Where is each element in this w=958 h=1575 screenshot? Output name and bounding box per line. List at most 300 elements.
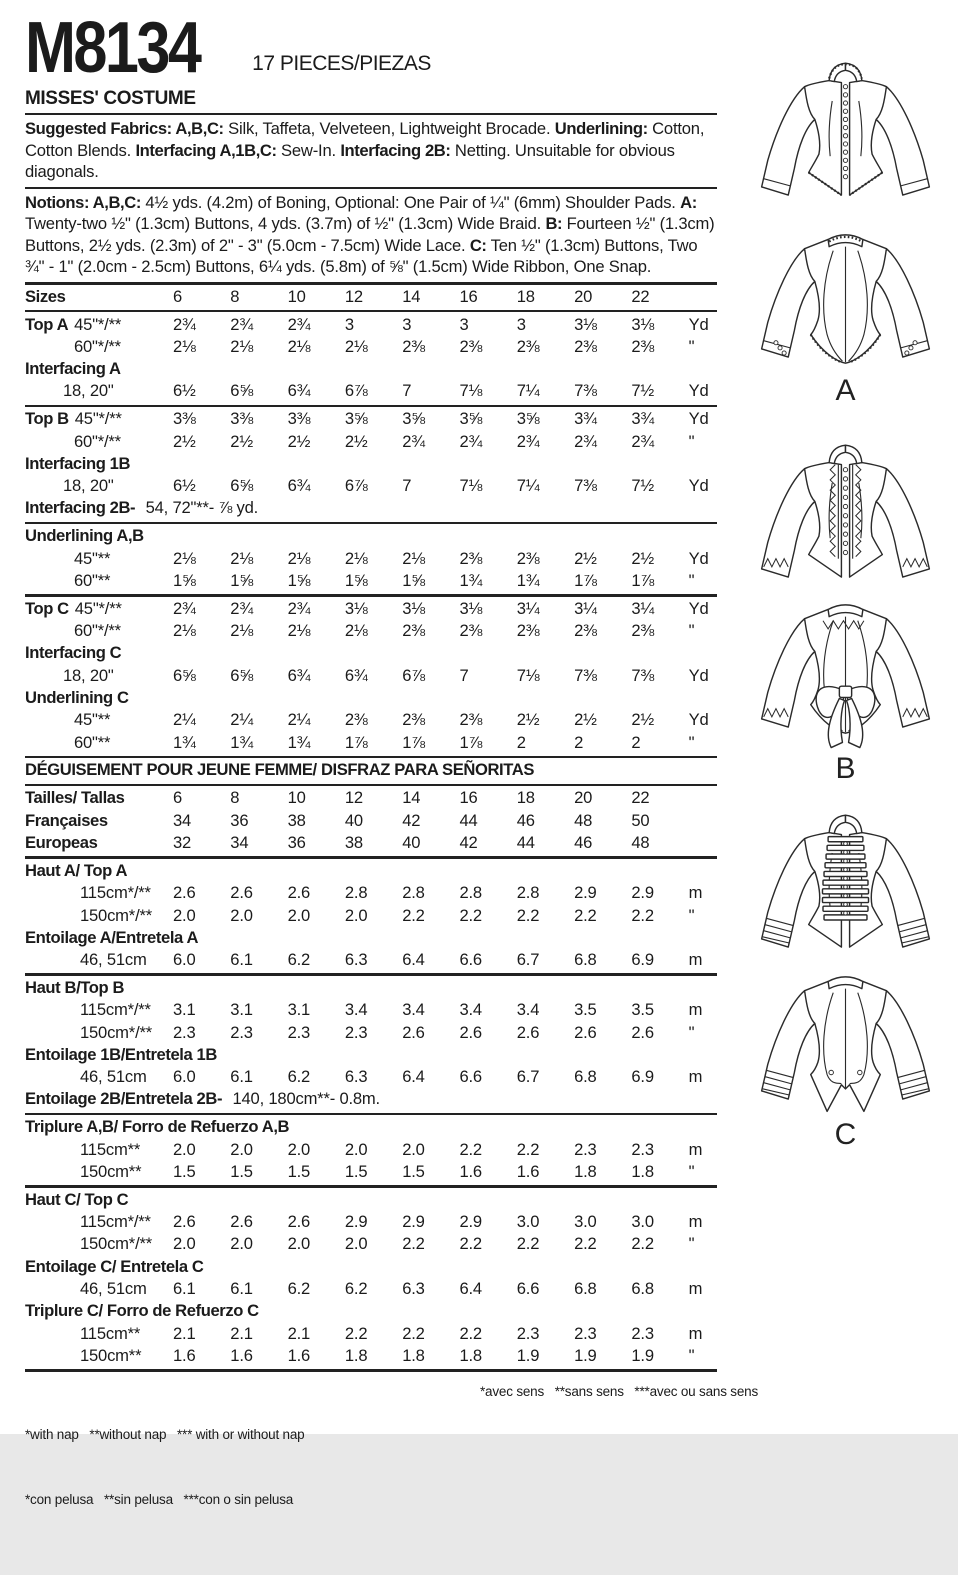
yardage-cell: 3.4 <box>344 1000 368 1020</box>
row-label: Entoilage A/Entretela A <box>25 927 199 947</box>
table-row <box>25 832 717 854</box>
yardage-cell: 1¾ <box>459 571 483 591</box>
yardage-cell: 2.6 <box>402 1022 425 1042</box>
yardage-cell: 2.6 <box>287 1212 311 1232</box>
yardage-cell: 3⅝ <box>459 409 483 429</box>
yardage-cell: 2.8 <box>516 883 540 903</box>
yardage-cell: 3¼ <box>574 598 597 618</box>
yardage-cell: 2 <box>631 732 641 752</box>
unit-cell: Yd <box>688 314 709 334</box>
yardage-cell: 2¼ <box>287 710 311 730</box>
yardage-cell: 1.6 <box>287 1345 311 1365</box>
unit-cell: " <box>688 1234 695 1254</box>
table-row <box>25 548 717 570</box>
yardage-cell: 6⅝ <box>230 476 253 496</box>
yardage-cell: 6⅝ <box>230 665 253 685</box>
table-row <box>25 732 717 754</box>
yardage-cell: 6⅝ <box>173 665 196 685</box>
yardage-cell: 2⅛ <box>287 621 311 641</box>
unit-cell: Yd <box>688 665 709 685</box>
yardage-cell: 2.1 <box>287 1323 311 1343</box>
yardage-cell: 2.6 <box>230 1212 253 1232</box>
yardage-cell: 1.9 <box>516 1345 540 1365</box>
table-row <box>25 1066 717 1088</box>
yardage-cell: 2.0 <box>344 1234 368 1254</box>
view-a-front-illustration <box>733 56 958 220</box>
yardage-cell: 1¾ <box>173 732 196 752</box>
unit-cell: m <box>688 1139 703 1159</box>
yardage-cell: 44 <box>516 833 535 853</box>
yardage-cell: 2¾ <box>459 431 483 451</box>
yardage-cell: 2.6 <box>173 1212 196 1232</box>
view-c-label: C <box>834 1118 857 1151</box>
yardage-cell: 2.6 <box>287 883 311 903</box>
yardage-cell: 48 <box>574 810 593 830</box>
yardage-cell: 6.9 <box>631 950 654 970</box>
row-label: 115cm** <box>80 1139 141 1159</box>
yardage-cell: 3⅜ <box>230 409 253 429</box>
table-row <box>25 1189 717 1211</box>
yardage-cell: 2.0 <box>287 1139 311 1159</box>
view-a-label: A <box>835 374 856 407</box>
yardage-cell: 1⅞ <box>344 732 368 752</box>
table-row <box>25 927 717 949</box>
yardage-cell: 6.7 <box>516 950 540 970</box>
yardage-cell: 2.6 <box>516 1022 540 1042</box>
yardage-cell: 6⅞ <box>344 476 368 496</box>
yardage-cell: 38 <box>344 833 363 853</box>
table-row <box>25 810 717 832</box>
yardage-cell: 3.0 <box>516 1212 540 1232</box>
yardage-cell: 3⅛ <box>574 314 597 334</box>
row-label: Interfacing 2B- 54, 72"**- ⅞ yd. <box>25 498 259 518</box>
yardage-cell: 12 <box>344 286 363 306</box>
yardage-cell: 6.1 <box>230 1279 253 1299</box>
yardage-cell: 2.2 <box>459 1139 482 1159</box>
yardage-cell: 50 <box>631 810 650 830</box>
garment-illustrations <box>733 0 958 1434</box>
yardage-cell: 2½ <box>230 431 253 451</box>
row-label: Haut C/ Top C <box>25 1189 129 1209</box>
divider <box>25 1185 717 1188</box>
yardage-cell: 2.6 <box>459 1022 482 1042</box>
yardage-cell: 7⅛ <box>516 665 540 685</box>
divider <box>25 1113 717 1116</box>
yardage-cell: 2.2 <box>631 905 654 925</box>
unit-cell: " <box>688 621 695 641</box>
yardage-cell: 6.4 <box>459 1279 482 1299</box>
yardage-cell: 2.0 <box>344 905 368 925</box>
yardage-cell: 2½ <box>344 431 368 451</box>
yardage-cell: 2.3 <box>574 1323 597 1343</box>
yardage-cell: 1.6 <box>459 1162 482 1181</box>
yardage-cell: 2¾ <box>516 431 540 451</box>
table-row <box>25 1161 717 1183</box>
yardage-cell: 1.8 <box>344 1345 368 1365</box>
yardage-cell: 3 <box>516 314 526 334</box>
divider <box>25 784 717 787</box>
yardage-cell: 6.3 <box>344 950 368 970</box>
yardage-cell: 18 <box>516 286 535 306</box>
yardage-cell: 6 <box>173 286 183 306</box>
unit-cell: " <box>688 336 695 356</box>
yardage-cell: 2.6 <box>173 883 196 903</box>
yardage-cell: 2.2 <box>574 905 597 925</box>
yardage-cell: 2⅛ <box>173 548 196 568</box>
footnote-french: *avec sens **sans sens ***avec ou sans sens <box>480 1384 759 1399</box>
yardage-cell: 6.2 <box>287 1067 311 1087</box>
yardage-cell: 3¾ <box>631 409 655 429</box>
row-label: DÉGUISEMENT POUR JEUNE FEMME/ DISFRAZ PARA SEÑORITAS <box>25 760 535 780</box>
row-label: 60"*/** <box>74 431 121 451</box>
yardage-cell: 2.3 <box>287 1022 311 1042</box>
row-label: Underlining C <box>25 687 129 707</box>
row-label: 60"** <box>74 571 111 591</box>
unit-cell: m <box>688 1000 703 1020</box>
unit-cell: " <box>688 905 695 925</box>
divider <box>25 756 717 759</box>
yardage-cell: 1⅞ <box>631 571 655 591</box>
yardage-cell: 2 <box>516 732 526 752</box>
table-row <box>25 453 717 475</box>
yardage-cell: 2.0 <box>287 1234 311 1254</box>
yardage-cell: 40 <box>344 810 363 830</box>
yardage-cell: 2.0 <box>173 1139 196 1159</box>
row-label: 115cm*/** <box>80 1000 151 1020</box>
table-row <box>25 1044 717 1066</box>
yardage-cell: 46 <box>574 833 593 853</box>
row-label: Top A 45"*/** <box>25 314 122 334</box>
yardage-cell: 2½ <box>574 548 597 568</box>
yardage-cell: 20 <box>574 286 593 306</box>
row-label: 18, 20" <box>63 476 114 496</box>
yardage-cell: 2.8 <box>402 883 425 903</box>
yardage-cell: 2⅛ <box>287 336 311 356</box>
yardage-cell: 2⅜ <box>516 336 540 356</box>
yardage-cell: 3.5 <box>631 1000 654 1020</box>
table-row <box>25 709 717 731</box>
yardage-cell: 7½ <box>631 381 655 401</box>
yardage-cell: 2.9 <box>631 883 654 903</box>
view-c-front-illustration <box>733 808 958 972</box>
yardage-cell: 7⅛ <box>459 381 483 401</box>
yardage-cell: 2.2 <box>459 905 482 925</box>
footnote-spanish: *con pelusa **sin pelusa ***con o sin pelusa <box>25 1491 294 1507</box>
yardage-cell: 6.1 <box>173 1279 196 1299</box>
yardage-cell: 2⅛ <box>344 336 368 356</box>
yardage-cell: 2⅜ <box>402 710 425 730</box>
yardage-cell: 2⅜ <box>574 336 597 356</box>
yardage-cell: 16 <box>459 788 478 808</box>
yardage-cell: 6.7 <box>516 1067 540 1087</box>
unit-cell: Yd <box>688 381 709 401</box>
unit-cell: " <box>688 1345 695 1365</box>
yardage-cell: 2.6 <box>631 1022 654 1042</box>
yardage-cell: 2.2 <box>574 1234 597 1254</box>
yardage-cell: 2.2 <box>402 1323 425 1343</box>
yardage-cell: 2¾ <box>230 314 253 334</box>
yardage-cell: 1⅝ <box>344 571 368 591</box>
yardage-cell: 2⅛ <box>344 621 368 641</box>
divider <box>25 405 717 408</box>
yardage-cell: 3⅝ <box>516 409 540 429</box>
yardage-cell: 3.0 <box>631 1212 654 1232</box>
yardage-cell: 3⅜ <box>173 409 196 429</box>
table-row <box>25 598 717 620</box>
yardage-cell: 2.9 <box>402 1212 425 1232</box>
yardage-cell: 6¾ <box>287 381 311 401</box>
divider <box>25 187 717 189</box>
buttons-front-b <box>843 468 847 555</box>
yardage-cell: 3⅛ <box>631 314 655 334</box>
yardage-cell: 2⅛ <box>173 336 196 356</box>
yardage-cell: 3 <box>459 314 469 334</box>
yardage-cell: 2.9 <box>344 1212 368 1232</box>
yardage-cell: 1.8 <box>402 1345 425 1365</box>
row-label: Europeas <box>25 833 98 853</box>
table-row <box>25 904 717 926</box>
yardage-cell: 2 <box>574 732 584 752</box>
yardage-cell: 10 <box>287 286 306 306</box>
yardage-cell: 3.4 <box>402 1000 425 1020</box>
unit-cell: m <box>688 883 703 903</box>
yardage-cell: 3.0 <box>574 1212 597 1232</box>
yardage-cell: 7 <box>459 665 469 685</box>
yardage-cell: 2.3 <box>631 1323 654 1343</box>
yardage-cell: 1⅞ <box>459 732 483 752</box>
yardage-cell: 6¾ <box>344 665 368 685</box>
yardage-cell: 2⅜ <box>631 336 655 356</box>
table-row <box>25 999 717 1021</box>
row-label: 150cm*/** <box>80 1234 152 1254</box>
yardage-cell: 2⅜ <box>402 336 425 356</box>
row-label: Entoilage 1B/Entretela 1B <box>25 1044 217 1064</box>
yardage-cell: 2½ <box>173 431 196 451</box>
yardage-cell: 2¾ <box>230 598 253 618</box>
yardage-cell: 2⅛ <box>230 336 253 356</box>
yardage-cell: 1¾ <box>287 732 311 752</box>
yardage-cell: 3¾ <box>574 409 597 429</box>
row-label: Interfacing 1B <box>25 453 131 473</box>
row-label: 45"** <box>74 710 111 730</box>
yardage-cell: 6.8 <box>574 1279 597 1299</box>
table-row <box>25 570 717 592</box>
yardage-cell: 3 <box>344 314 354 334</box>
yardage-cell: 2¼ <box>230 710 253 730</box>
divider <box>25 1369 717 1372</box>
yardage-cell: 8 <box>230 286 240 306</box>
yardage-cell: 3.1 <box>287 1000 311 1020</box>
yardage-cell: 2.0 <box>344 1139 368 1159</box>
buttons-front-a <box>843 85 847 179</box>
yardage-cell: 3⅝ <box>344 409 368 429</box>
yardage-cell: 3.1 <box>173 1000 196 1020</box>
yardage-cell: 2.2 <box>631 1234 654 1254</box>
yardage-cell: 3.4 <box>459 1000 482 1020</box>
yardage-cell: 1⅞ <box>402 732 425 752</box>
yardage-cell: 1.5 <box>402 1162 425 1181</box>
yardage-cell: 40 <box>402 833 421 853</box>
row-label: 18, 20" <box>63 381 114 401</box>
yardage-cell: 2⅜ <box>459 548 483 568</box>
row-label: Haut A/ Top A <box>25 860 128 880</box>
pattern-number: M8134 <box>25 7 200 88</box>
yardage-cell: 7⅜ <box>574 665 597 685</box>
unit-cell: Yd <box>688 409 709 429</box>
yardage-cell: 6.6 <box>459 950 482 970</box>
yardage-cell: 34 <box>230 833 249 853</box>
yardage-cell: 2⅜ <box>574 621 597 641</box>
divider <box>25 113 717 115</box>
yardage-cell: 1.5 <box>173 1162 196 1181</box>
yardage-cell: 2.9 <box>574 883 597 903</box>
yardage-cell: 2.9 <box>459 1212 482 1232</box>
yardage-cell: 1⅝ <box>402 571 425 591</box>
yardage-cell: 2.2 <box>402 1234 425 1254</box>
table-row <box>25 787 717 809</box>
yardage-panel <box>25 7 717 1373</box>
table-row <box>25 431 717 453</box>
yardage-cell: 2.6 <box>574 1022 597 1042</box>
yardage-cell: 2¾ <box>287 314 311 334</box>
yardage-cell: 2¾ <box>631 431 655 451</box>
yardage-cell: 1¾ <box>516 571 540 591</box>
yardage-cell: 7¼ <box>516 476 540 496</box>
yardage-cell: 2⅜ <box>459 336 483 356</box>
yardage-cell: 2.2 <box>516 905 540 925</box>
yardage-cell: 2⅜ <box>459 621 483 641</box>
table-row <box>25 759 717 781</box>
row-label: Interfacing A <box>25 359 121 379</box>
yardage-cell: 2½ <box>574 710 597 730</box>
yardage-cell: 3 <box>402 314 412 334</box>
row-label: Triplure C/ Forro de Refuerzo C <box>25 1301 259 1321</box>
row-label: 150cm** <box>80 1162 142 1181</box>
yardage-cell: 7 <box>402 476 412 496</box>
row-label: Françaises <box>25 810 108 830</box>
unit-cell: Yd <box>688 476 709 496</box>
table-row <box>25 1323 717 1345</box>
yardage-cell: 3⅛ <box>402 598 425 618</box>
yardage-cell: 6½ <box>173 476 196 496</box>
yardage-cell: 2.6 <box>230 883 253 903</box>
unit-cell: m <box>688 1323 703 1343</box>
table-row <box>25 1278 717 1300</box>
yardage-cell: 3.4 <box>516 1000 540 1020</box>
yardage-cell: 22 <box>631 286 650 306</box>
yardage-cell: 6.1 <box>230 950 253 970</box>
row-label: 60"*/** <box>74 336 121 356</box>
yardage-cell: 2⅛ <box>230 548 253 568</box>
yardage-cell: 2⅜ <box>344 710 368 730</box>
yardage-cell: 1.5 <box>287 1162 311 1181</box>
yardage-cell: 2.0 <box>230 905 253 925</box>
yardage-cell: 14 <box>402 286 421 306</box>
yardage-cell: 6.2 <box>344 1279 368 1299</box>
yardage-cell: 1.9 <box>631 1345 654 1365</box>
yardage-cell: 6.6 <box>516 1279 540 1299</box>
yardage-cell: 2.0 <box>402 1139 425 1159</box>
table-row <box>25 949 717 971</box>
table-row <box>25 1345 717 1367</box>
unit-cell: Yd <box>688 598 709 618</box>
table-row <box>25 620 717 642</box>
unit-cell: " <box>688 732 695 752</box>
yardage-cell: 6⅞ <box>402 665 425 685</box>
yardage-cell: 6.9 <box>631 1067 654 1087</box>
row-label: 60"*/** <box>74 621 121 641</box>
yardage-cell: 7⅜ <box>631 665 655 685</box>
unit-cell: m <box>688 1279 703 1299</box>
table-row <box>25 1211 717 1233</box>
yardage-cell: 2⅛ <box>402 548 425 568</box>
yardage-cell: 42 <box>459 833 478 853</box>
row-label: Tailles/ Tallas <box>25 788 125 808</box>
yardage-cell: 1.5 <box>230 1162 253 1181</box>
row-label: Haut B/Top B <box>25 977 125 997</box>
row-label: Triplure A,B/ Forro de Refuerzo A,B <box>25 1117 290 1137</box>
unit-cell: m <box>688 1067 703 1087</box>
yardage-cell: 3⅜ <box>287 409 311 429</box>
yardage-cell: 2⅛ <box>173 621 196 641</box>
yardage-cell: 2.0 <box>287 905 311 925</box>
yardage-cell: 12 <box>344 788 363 808</box>
yardage-cell: 6.6 <box>459 1067 482 1087</box>
yardage-cell: 2.2 <box>459 1323 482 1343</box>
yardage-cell: 1.8 <box>574 1162 597 1181</box>
yardage-cell: 6.8 <box>631 1279 654 1299</box>
yardage-cell: 8 <box>230 788 240 808</box>
table-row <box>25 1233 717 1255</box>
row-label: 60"** <box>74 732 111 752</box>
yardage-cell: 2.3 <box>173 1022 196 1042</box>
yardage-cell: 6.4 <box>402 1067 425 1087</box>
yardage-cell: 2.0 <box>173 1234 196 1254</box>
yardage-cell: 6.0 <box>173 1067 196 1087</box>
yardage-cell: 2½ <box>631 710 655 730</box>
yardage-cell: 38 <box>287 810 306 830</box>
row-label: 18, 20" <box>63 665 114 685</box>
yardage-cell: 2.1 <box>230 1323 253 1343</box>
yardage-cell: 2½ <box>516 710 540 730</box>
row-label: Top C 45"*/** <box>25 598 122 618</box>
yardage-cell: 36 <box>230 810 249 830</box>
yardage-cell: 2.3 <box>230 1022 253 1042</box>
yardage-cell: 2⅜ <box>516 621 540 641</box>
yardage-cell: 44 <box>459 810 478 830</box>
suggested-fabrics-text: Suggested Fabrics: A,B,C: Silk, Taffeta, Velveteen, Lightweight Brocade. Underlining: Cotton, Cotton Blends. Interfacing A,1B,C: Sew-In. Interfacing 2B: Netting. Unsuitable for obvious diagonals. <box>25 119 705 182</box>
yardage-cell: 2.2 <box>344 1323 368 1343</box>
yardage-cell: 32 <box>173 833 192 853</box>
table-row <box>25 497 717 519</box>
yardage-cell: 3¼ <box>516 598 540 618</box>
yardage-cell: 6.2 <box>287 1279 311 1299</box>
table-row <box>25 1021 717 1043</box>
row-label: 45"** <box>74 548 111 568</box>
yardage-cell: 2.2 <box>516 1234 540 1254</box>
divider <box>25 856 717 859</box>
view-b-front-illustration <box>733 438 958 602</box>
yardage-cell: 2⅜ <box>459 710 483 730</box>
yardage-cell: 10 <box>287 788 306 808</box>
view-c-back-illustration <box>733 960 958 1124</box>
yardage-cell: 6 <box>173 788 183 808</box>
yardage-cell: 6⅝ <box>230 381 253 401</box>
table-row <box>25 286 717 308</box>
table-row <box>25 336 717 358</box>
row-label: 46, 51cm <box>80 950 147 970</box>
divider <box>25 282 717 285</box>
